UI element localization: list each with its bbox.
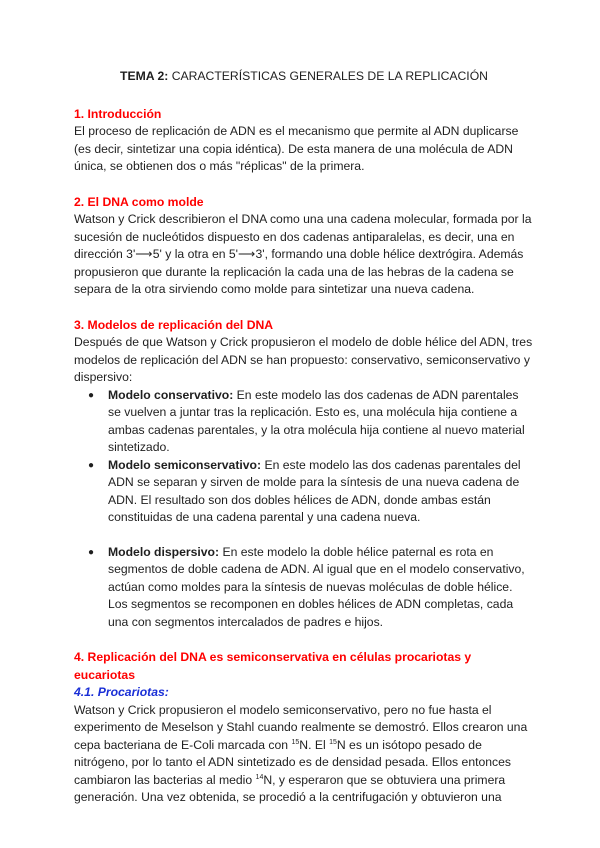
- list-item-conservativo: [74, 387, 534, 457]
- paragraph-dna-molde: Watson y Crick describieron el DNA como una una cadena molecular, formada por la sucesión de nucleótidos dispuesto en dos cadenas antiparalelas, es decir, una en dirección 3'⟶5' y la otra en 5'⟶3', formando una doble hélice dextrógira. Además propusieron que durante la replicación la cada una de las hebras de la cadena se separa de la otra sirviendo como molde para sintetizar una nueva cadena.: [74, 212, 532, 296]
- text-part: N es un isótopo pesado de nitrógeno, por lo tanto el ADN sintetizado es de densidad pesada. Ellos entonces cambiaron las bacterias al medio: [74, 737, 512, 787]
- bullet-icon: ●: [88, 546, 95, 558]
- text-part: N, y esperaron que se obtuviera una primera generación. Una vez obtenida, se procedió a la centrifugación y obtuvieron una: [74, 772, 506, 804]
- list-item-semiconservativo: [74, 457, 534, 527]
- model-term: Modelo conservativo:: [108, 387, 234, 402]
- model-description: En este modelo la doble hélice paternal es rota en segmentos de doble cadena de ADN. Al igual que en el modelo conservativo, actúan como moldes para la síntesis de nuevas moléculas de doble hélice. Los segmentos se recomponen en dobles hélices de ADN completas, cada una con segmentos intercalados de padres e hijos.: [108, 544, 525, 629]
- title-prefix: TEMA 2:: [120, 69, 169, 83]
- bullet-icon: ●: [88, 389, 95, 401]
- superscript: 15: [291, 738, 300, 746]
- page-title: [74, 68, 534, 86]
- document-content: [74, 68, 534, 807]
- spacer: [74, 176, 534, 194]
- text-part: N. El: [299, 737, 330, 752]
- text-part: Watson y Crick propusieron el modelo semiconservativo, pero no fue hasta el experimento de Meselson y Stahl cuando realmente se demostró. Ellos crearon una cepa bacteriana de E-Coli marcada con: [74, 702, 528, 752]
- spacer: [74, 631, 534, 649]
- superscript: 14: [255, 773, 264, 781]
- paragraph-procariotas: [74, 702, 534, 807]
- paragraph-modelos: Después de que Watson y Crick propusieron el modelo de doble hélice del ADN, tres modelos de replicación del ADN se han propuesto: conservativo, semiconservativo y dispersivo:: [74, 335, 533, 384]
- superscript: 15: [329, 738, 337, 746]
- title-text: CARACTERÍSTICAS GENERALES DE LA REPLICACIÓN: [168, 69, 488, 83]
- model-term: Modelo dispersivo:: [108, 544, 220, 559]
- subheading-procariotas: 4.1. Procariotas:: [74, 685, 169, 699]
- model-term: Modelo semiconservativo:: [108, 457, 262, 472]
- model-description: En este modelo las dos cadenas de ADN parentales se vuelven a juntar tras la replicación. Esto es, una molécula hija contiene a ambas cadenas parentales, y la otra molécula hija contiene al nuevo material sintetizado.: [108, 387, 525, 454]
- models-list: [74, 387, 534, 632]
- spacer: [74, 299, 534, 317]
- heading-semiconservativa: 4. Replicación del DNA es semiconservativa en células procariotas y eucariotas: [74, 650, 472, 682]
- spacer: [74, 527, 534, 544]
- paragraph-introduccion: El proceso de replicación de ADN es el mecanismo que permite al ADN duplicarse (es decir, sintetizar una copia idéntica). De esta manera de una molécula de ADN única, se obtienen dos o más "réplicas" de la primera.: [74, 124, 519, 173]
- bullet-icon: ●: [88, 459, 95, 471]
- model-description: En este modelo las dos cadenas parentales del ADN se separan y sirven de molde para la síntesis de una nueva cadena de ADN. El resultado son dos dobles hélices de ADN, donde ambas están constituidas de una cadena parental y una cadena nueva.: [108, 457, 521, 524]
- heading-introduccion: 1. Introducción: [74, 106, 162, 121]
- heading-dna-molde: 2. El DNA como molde: [74, 194, 204, 209]
- list-item-dispersivo: [74, 544, 534, 632]
- heading-modelos: 3. Modelos de replicación del DNA: [74, 317, 274, 332]
